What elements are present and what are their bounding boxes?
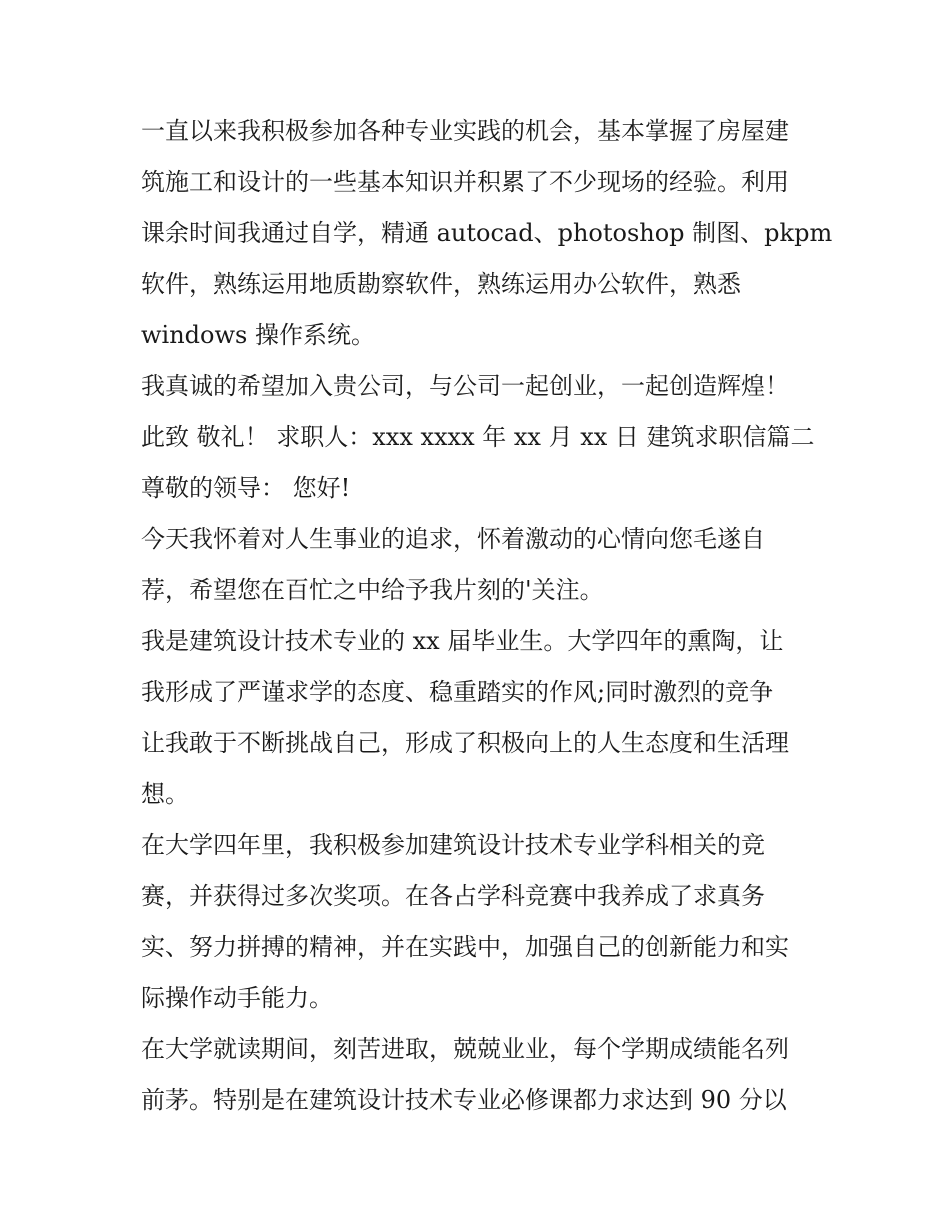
text-line: 在大学四年里，我积极参加建筑设计技术专业学科相关的竞 [141, 831, 765, 859]
text-line: 在大学就读期间，刻苦进取，兢兢业业，每个学期成绩能名列 [141, 1035, 789, 1063]
text-line: 课余时间我通过自学，精通 autocad、photoshop 制图、pkpm [141, 219, 833, 247]
text-line: 让我敢于不断挑战自己，形成了积极向上的人生态度和生活理 [141, 729, 789, 757]
text-line: 尊敬的领导： 您好! [141, 474, 351, 502]
text-line: 赛，并获得过多次奖项。在各占学科竞赛中我养成了求真务 [141, 882, 765, 910]
text-line: 我是建筑设计技术专业的 xx 届毕业生。大学四年的熏陶，让 [141, 627, 784, 655]
text-line: 荐，希望您在百忙之中给予我片刻的'关注。 [141, 576, 604, 604]
text-line: 一直以来我积极参加各种专业实践的机会，基本掌握了房屋建 [141, 117, 789, 145]
text-line: 此致 敬礼！ 求职人：xxx xxxx 年 xx 月 xx 日 建筑求职信篇二 [141, 423, 815, 451]
text-line: 筑施工和设计的一些基本知识并积累了不少现场的经验。利用 [141, 168, 789, 196]
document-body [141, 106, 833, 1126]
text-line: 今天我怀着对人生事业的追求，怀着激动的心情向您毛遂自 [141, 525, 765, 553]
text-line: 际操作动手能力。 [141, 984, 333, 1012]
text-line: 实、努力拼搏的精神，并在实践中，加强自己的创新能力和实 [141, 933, 789, 961]
text-line: 想。 [141, 780, 189, 808]
text-line: 我形成了严谨求学的态度、稳重踏实的作风;同时激烈的竞争 [141, 678, 774, 706]
text-line: windows 操作系统。 [141, 321, 375, 349]
text-line: 前茅。特别是在建筑设计技术专业必修课都力求达到 90 分以 [141, 1086, 787, 1114]
text-line: 软件，熟练运用地质勘察软件，熟练运用办公软件，熟悉 [141, 270, 741, 298]
text-line: 我真诚的希望加入贵公司，与公司一起创业，一起创造辉煌！ [141, 372, 789, 400]
